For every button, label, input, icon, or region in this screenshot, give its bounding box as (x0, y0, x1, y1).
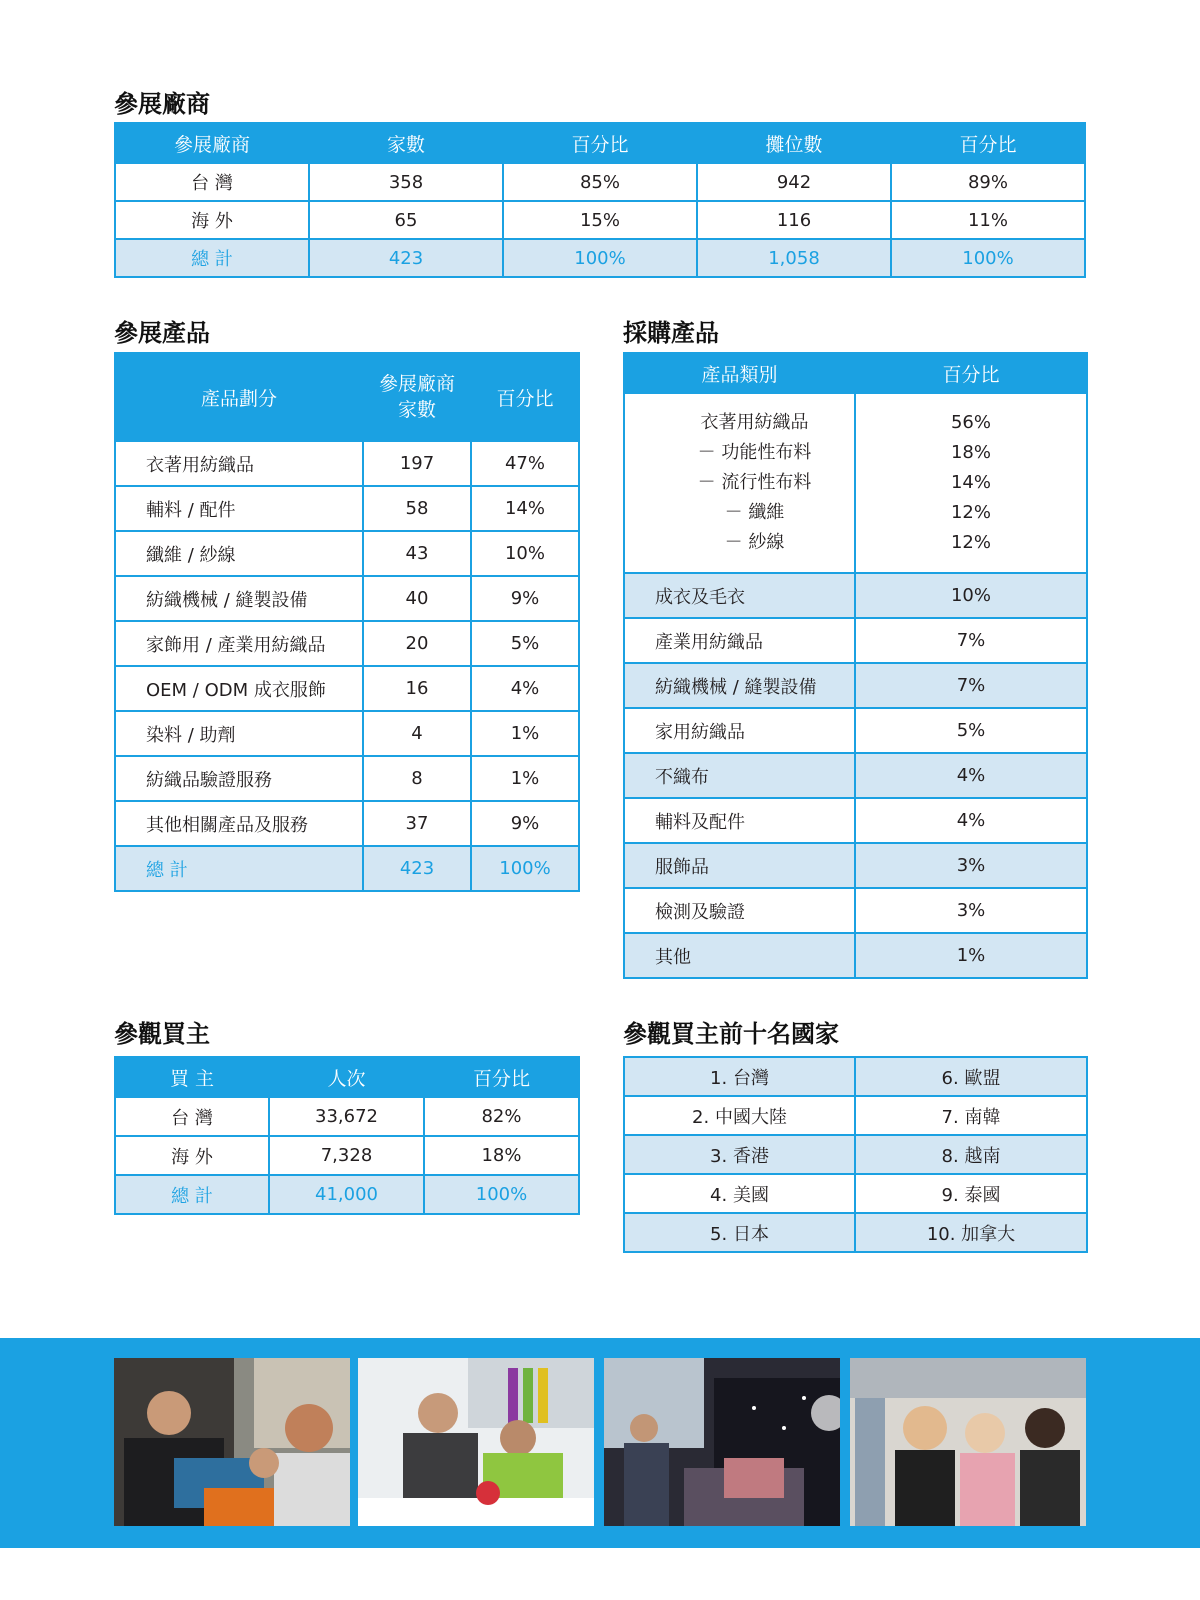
exhibitors-title: 參展廠商 (114, 90, 210, 118)
table-cell: 43 (363, 531, 471, 576)
table-row (624, 573, 1087, 618)
group-label: － 流行性布料 (697, 472, 812, 493)
total-cell: 41,000 (269, 1175, 424, 1214)
table-cell: 檢測及驗證 (624, 888, 855, 933)
country-cell: 8. 越南 (855, 1135, 1087, 1174)
table-cell: 紡織機械 / 縫製設備 (115, 576, 363, 621)
group-label: － 紗線 (724, 532, 785, 553)
total-cell: 100% (471, 846, 579, 891)
table-cell: 7,328 (269, 1136, 424, 1175)
table-row (115, 666, 579, 711)
header-line: 家數 (397, 399, 436, 421)
table-cell: 3% (855, 843, 1087, 888)
group-label: － 功能性布料 (697, 442, 812, 463)
exhibit-products-table (114, 352, 580, 892)
header-line: 參展廠商 (378, 373, 455, 395)
table-cell: 10% (855, 573, 1087, 618)
table-cell: 台 灣 (115, 163, 309, 201)
visitors-table (114, 1056, 580, 1215)
total-cell: 總 計 (115, 239, 309, 277)
table-row (115, 163, 1085, 201)
table-cell: 家用紡織品 (624, 708, 855, 753)
table-cell: 11% (891, 201, 1085, 239)
table-row (624, 618, 1087, 663)
table-cell: 9% (471, 801, 579, 846)
table-cell: 4% (855, 753, 1087, 798)
table-cell: 3% (855, 888, 1087, 933)
table-cell: 不織布 (624, 753, 855, 798)
table-cell: 116 (697, 201, 891, 239)
total-row (115, 239, 1085, 277)
group-value: 12% (950, 532, 991, 553)
table-cell: 輔料 / 配件 (115, 486, 363, 531)
table-cell: 7% (855, 663, 1087, 708)
table-cell: 358 (309, 163, 503, 201)
country-cell: 2. 中國大陸 (624, 1096, 855, 1135)
table-cell: 紡織機械 / 縫製設備 (624, 663, 855, 708)
country-cell: 1. 台灣 (624, 1057, 855, 1096)
total-row (115, 846, 579, 891)
exhibit-products-header: 百分比 (471, 353, 579, 441)
total-cell: 總 計 (115, 1175, 269, 1214)
exhibit-products-header: 產品劃分 (115, 353, 363, 441)
table-row-group (624, 393, 1087, 573)
table-cell: 47% (471, 441, 579, 486)
table-row (624, 888, 1087, 933)
group-value: 18% (950, 442, 991, 463)
table-cell: 18% (424, 1136, 579, 1175)
table-row (624, 1135, 1087, 1174)
table-row (624, 708, 1087, 753)
sourcing-products-table (623, 352, 1088, 979)
table-row (115, 621, 579, 666)
table-row (115, 711, 579, 756)
table-cell: 89% (891, 163, 1085, 201)
table-row (624, 1213, 1087, 1252)
table-cell: 16 (363, 666, 471, 711)
photo-band (0, 1338, 1200, 1548)
country-cell: 4. 美國 (624, 1174, 855, 1213)
table-row (624, 933, 1087, 978)
total-cell: 100% (891, 239, 1085, 277)
exhibit-products-header-families (363, 353, 471, 441)
sourcing-header: 百分比 (855, 353, 1087, 393)
table-cell: 海 外 (115, 201, 309, 239)
exhibitors-table (114, 122, 1086, 278)
total-cell: 423 (363, 846, 471, 891)
table-row (115, 531, 579, 576)
table-cell: 37 (363, 801, 471, 846)
table-cell: 纖維 / 紗線 (115, 531, 363, 576)
exhibitors-header: 家數 (309, 123, 503, 163)
group-label: 衣著用紡織品 (700, 412, 809, 433)
visitors-header: 人次 (269, 1057, 424, 1097)
table-cell: 輔料及配件 (624, 798, 855, 843)
table-row (624, 798, 1087, 843)
apparel-textile-group-labels (624, 393, 855, 573)
exhibitors-header: 參展廠商 (115, 123, 309, 163)
table-cell: 家飾用 / 產業用紡織品 (115, 621, 363, 666)
table-cell: 台 灣 (115, 1097, 269, 1136)
table-cell: 5% (471, 621, 579, 666)
table-cell: 197 (363, 441, 471, 486)
table-row (115, 1136, 579, 1175)
country-cell: 6. 歐盟 (855, 1057, 1087, 1096)
table-cell: 65 (309, 201, 503, 239)
table-row (624, 1096, 1087, 1135)
table-cell: 衣著用紡織品 (115, 441, 363, 486)
exhibition-photo-2 (358, 1358, 594, 1526)
table-cell: 58 (363, 486, 471, 531)
total-cell: 100% (424, 1175, 579, 1214)
country-cell: 7. 南韓 (855, 1096, 1087, 1135)
top-countries-table (623, 1056, 1088, 1253)
table-cell: 8 (363, 756, 471, 801)
table-cell: 7% (855, 618, 1087, 663)
table-cell: 染料 / 助劑 (115, 711, 363, 756)
table-cell: OEM / ODM 成衣服飾 (115, 666, 363, 711)
total-row (115, 1175, 579, 1214)
country-cell: 5. 日本 (624, 1213, 855, 1252)
table-cell: 20 (363, 621, 471, 666)
country-cell: 9. 泰國 (855, 1174, 1087, 1213)
table-cell: 其他相關產品及服務 (115, 801, 363, 846)
table-cell: 9% (471, 576, 579, 621)
visitors-header: 百分比 (424, 1057, 579, 1097)
group-value: 56% (950, 412, 991, 433)
table-cell: 1% (855, 933, 1087, 978)
table-row (115, 1097, 579, 1136)
table-row (624, 753, 1087, 798)
table-row (624, 663, 1087, 708)
visitors-title: 參觀買主 (114, 1020, 210, 1048)
group-label: － 纖維 (724, 502, 785, 523)
table-cell: 942 (697, 163, 891, 201)
sourcing-products-title: 採購產品 (623, 319, 719, 347)
apparel-textile-group-values (855, 393, 1087, 573)
table-cell: 4% (855, 798, 1087, 843)
table-cell: 5% (855, 708, 1087, 753)
table-row (624, 843, 1087, 888)
total-cell: 總 計 (115, 846, 363, 891)
table-row (115, 576, 579, 621)
group-value: 12% (950, 502, 991, 523)
total-cell: 423 (309, 239, 503, 277)
table-cell: 10% (471, 531, 579, 576)
table-row (624, 1174, 1087, 1213)
table-cell: 40 (363, 576, 471, 621)
exhibitors-header: 百分比 (891, 123, 1085, 163)
visitors-header: 買 主 (115, 1057, 269, 1097)
exhibitors-header: 攤位數 (697, 123, 891, 163)
sourcing-header: 產品類別 (624, 353, 855, 393)
table-cell: 4% (471, 666, 579, 711)
table-cell: 服飾品 (624, 843, 855, 888)
table-cell: 海 外 (115, 1136, 269, 1175)
table-cell: 82% (424, 1097, 579, 1136)
country-cell: 3. 香港 (624, 1135, 855, 1174)
table-cell: 1% (471, 756, 579, 801)
exhibition-photo-4 (850, 1358, 1086, 1526)
table-cell: 成衣及毛衣 (624, 573, 855, 618)
exhibitors-header: 百分比 (503, 123, 697, 163)
table-cell: 85% (503, 163, 697, 201)
table-cell: 14% (471, 486, 579, 531)
table-cell: 33,672 (269, 1097, 424, 1136)
exhibition-photo-3 (604, 1358, 840, 1526)
total-cell: 1,058 (697, 239, 891, 277)
exhibition-photo-1 (114, 1358, 350, 1526)
table-cell: 其他 (624, 933, 855, 978)
table-row (624, 1057, 1087, 1096)
total-cell: 100% (503, 239, 697, 277)
top-countries-title: 參觀買主前十名國家 (623, 1020, 839, 1048)
table-row (115, 756, 579, 801)
country-cell: 10. 加拿大 (855, 1213, 1087, 1252)
table-cell: 紡織品驗證服務 (115, 756, 363, 801)
group-value: 14% (950, 472, 991, 493)
table-row (115, 201, 1085, 239)
exhibit-products-title: 參展產品 (114, 319, 210, 347)
table-row (115, 441, 579, 486)
table-cell: 產業用紡織品 (624, 618, 855, 663)
table-cell: 1% (471, 711, 579, 756)
table-row (115, 486, 579, 531)
table-cell: 4 (363, 711, 471, 756)
table-cell: 15% (503, 201, 697, 239)
table-row (115, 801, 579, 846)
